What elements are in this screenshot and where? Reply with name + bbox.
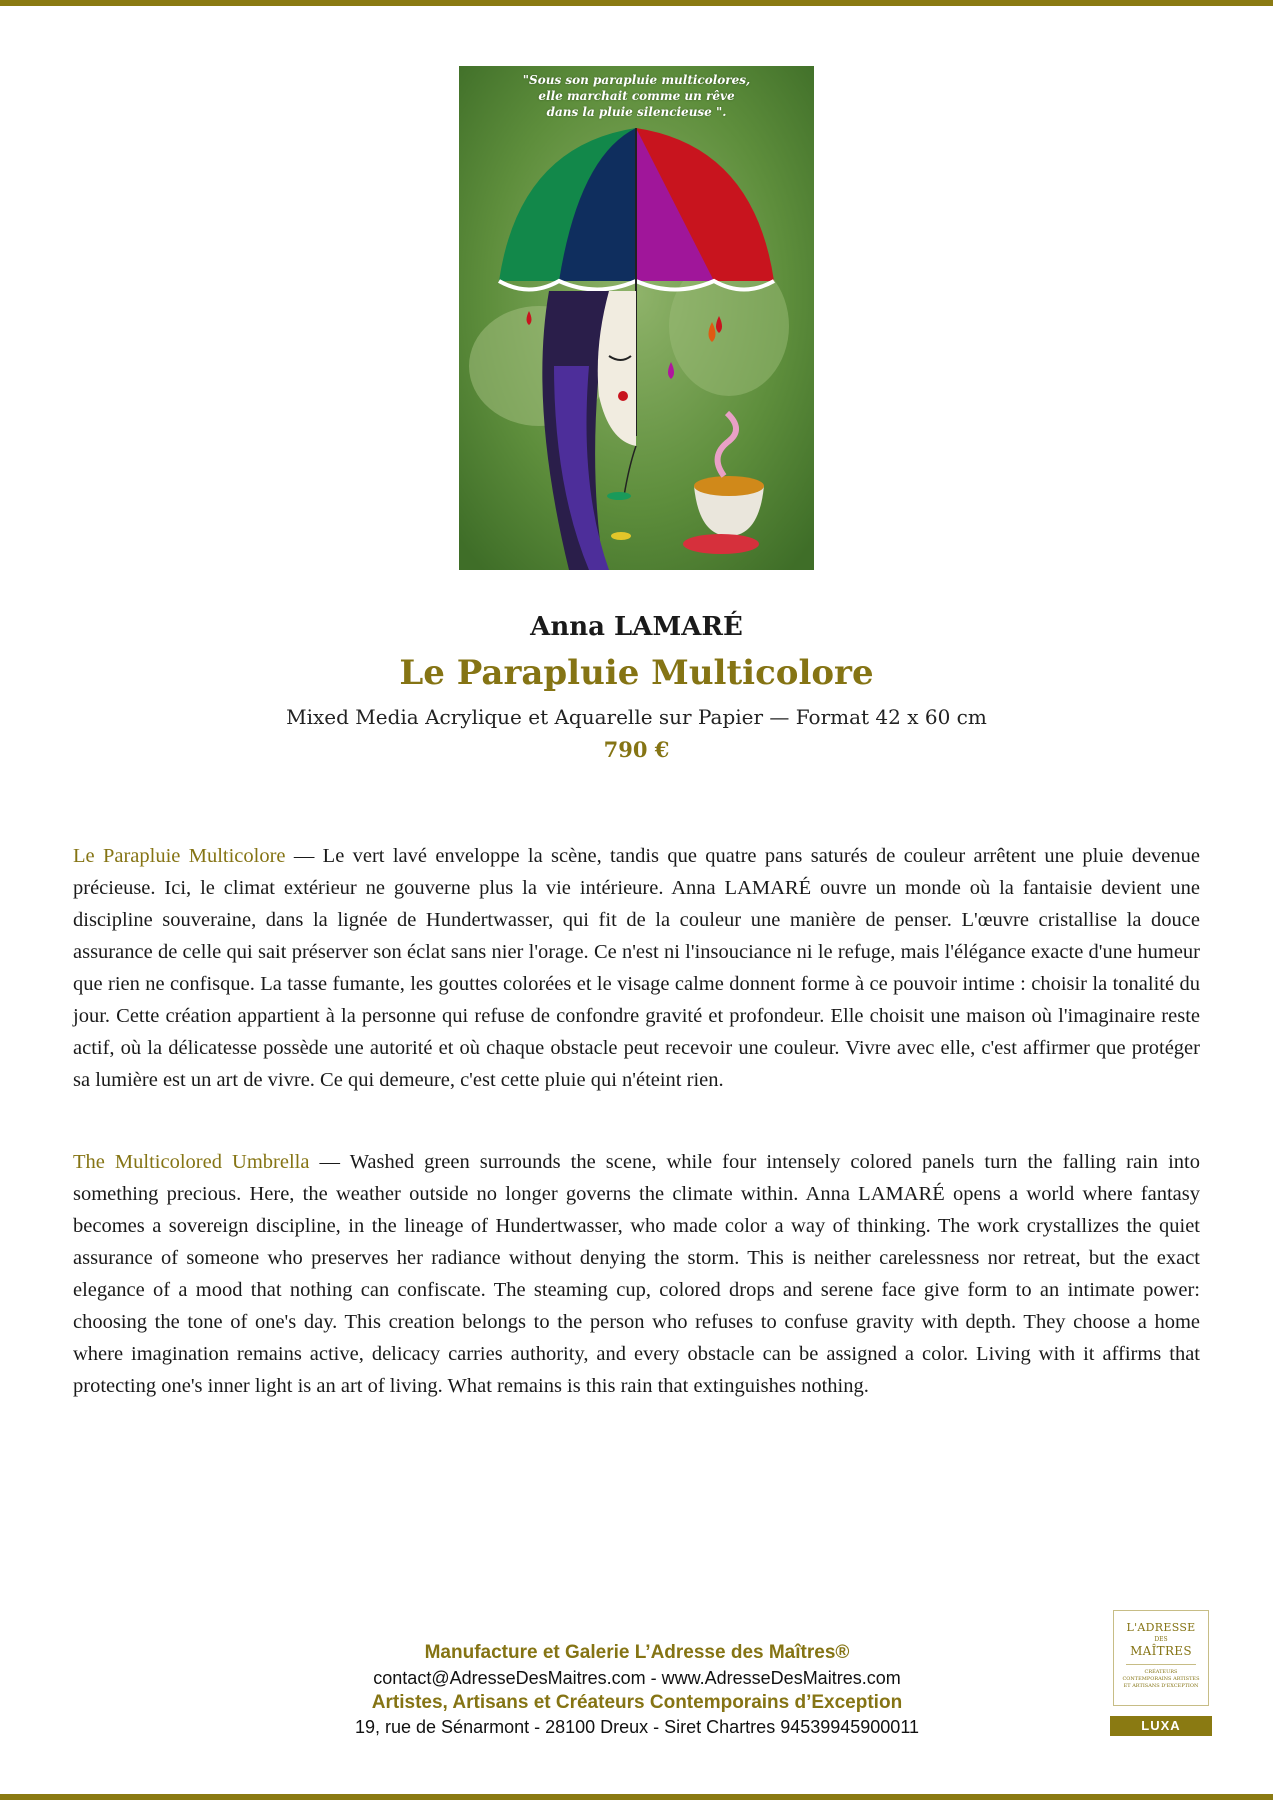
footer-company: Manufacture et Galerie L’Adresse des Maîtres® <box>424 1642 850 1663</box>
footer-tagline: Artistes, Artisans et Créateurs Contemporains d’Exception <box>371 1692 903 1713</box>
description-english <box>73 1146 1200 1402</box>
footer-contact: contact@AdresseDesMaitres.com - www.AdresseDesMaitres.com <box>373 1668 901 1688</box>
artwork-medium: Mixed Media Acrylique et Aquarelle sur Papier — Format 42 x 60 cm <box>286 705 987 729</box>
description-english-text: — Washed green surrounds the scene, while four intensely colored panels turn the falling rain into something precious. Here, the weather outside no longer governs the climate within. Anna LAMARÉ opens a world where fantasy becomes a sovereign discipline, in the lineage of Hundertwasser, who made color a way of thinking. The work crystallizes the quiet assurance of someone who preserves her radiance without denying the storm. This is neither carelessness nor retreat, but the exact elegance of a mood that nothing can confiscate. The steaming cup, colored drops and serene face give form to an intimate power: choosing the tone of one's day. This creation belongs to the person who refuses to confuse gravity with depth. They choose a home where imagination remains active, delicacy carries authority, and every obstacle can be assigned a color. Living with it affirms that protecting one's inner light is an art of living. What remains is this rain that extinguishes nothing. <box>73 1151 1200 1397</box>
artwork-image <box>459 66 814 570</box>
description-french <box>73 840 1200 1096</box>
description-french-text: — Le vert lavé enveloppe la scène, tandis que quatre pans saturés de couleur arrêtent une pluie devenue précieuse. Ici, le climat extérieur ne gouverne plus la vie intérieure. Anna LAMARÉ ouvre un monde où la fantaisie devient une discipline souveraine, dans la lignée de Hundertwasser, qui fit de la couleur une manière de penser. L'œuvre cristallise la douce assurance de celle qui sait préserver son éclat sans nier l'orage. Ce n'est ni l'insouciance ni le refuge, mais l'élégance exacte d'une humeur que rien ne confisque. La tasse fumante, les gouttes colorées et le visage calme donnent forme à ce pouvoir intime : choisir la tonalité du jour. Cette création appartient à la personne qui refuse de confondre gravité et profondeur. Elle choisit une maison où l'imaginaire reste actif, où la délicatesse possède une autorité et où chaque obstacle peut recevoir une couleur. Vivre avec elle, c'est affirmer que protéger sa lumière est un art de vivre. Ce qui demeure, c'est cette pluie qui n'éteint rien. <box>73 845 1200 1091</box>
gallery-logo <box>1113 1610 1209 1706</box>
logo-line: DES <box>1154 1636 1168 1643</box>
artwork-title: Le Parapluie Multicolore <box>399 653 874 693</box>
logo-subtitle: CRÉATEURS CONTEMPORAINS ARTISTES ET ARTISANS D'EXCEPTION <box>1122 1669 1200 1689</box>
logo-divider <box>1126 1664 1196 1665</box>
logo-line: L'ADRESSE <box>1126 1621 1196 1634</box>
quote-line: dans la pluie silencieuse ". <box>546 105 727 119</box>
quote-line: "Sous son parapluie multicolores, <box>522 73 751 87</box>
footer-address: 19, rue de Sénarmont - 28100 Dreux - Siret Chartres 94539945900011 <box>354 1717 920 1737</box>
artwork-price: 790 € <box>603 737 670 762</box>
artwork-quote <box>459 72 814 120</box>
quote-line: elle marchait comme un rêve <box>538 89 735 103</box>
luxa-badge: LUXA <box>1110 1716 1212 1736</box>
logo-line: MAÎTRES <box>1130 1644 1192 1658</box>
top-border <box>0 0 1273 6</box>
footer <box>300 1640 974 1739</box>
description-french-lead: Le Parapluie Multicolore <box>73 845 286 867</box>
bottom-border <box>0 1794 1273 1800</box>
description-english-lead: The Multicolored Umbrella <box>73 1151 310 1173</box>
umbrella-painting <box>459 66 814 570</box>
artist-name: Anna LAMARÉ <box>530 612 743 642</box>
